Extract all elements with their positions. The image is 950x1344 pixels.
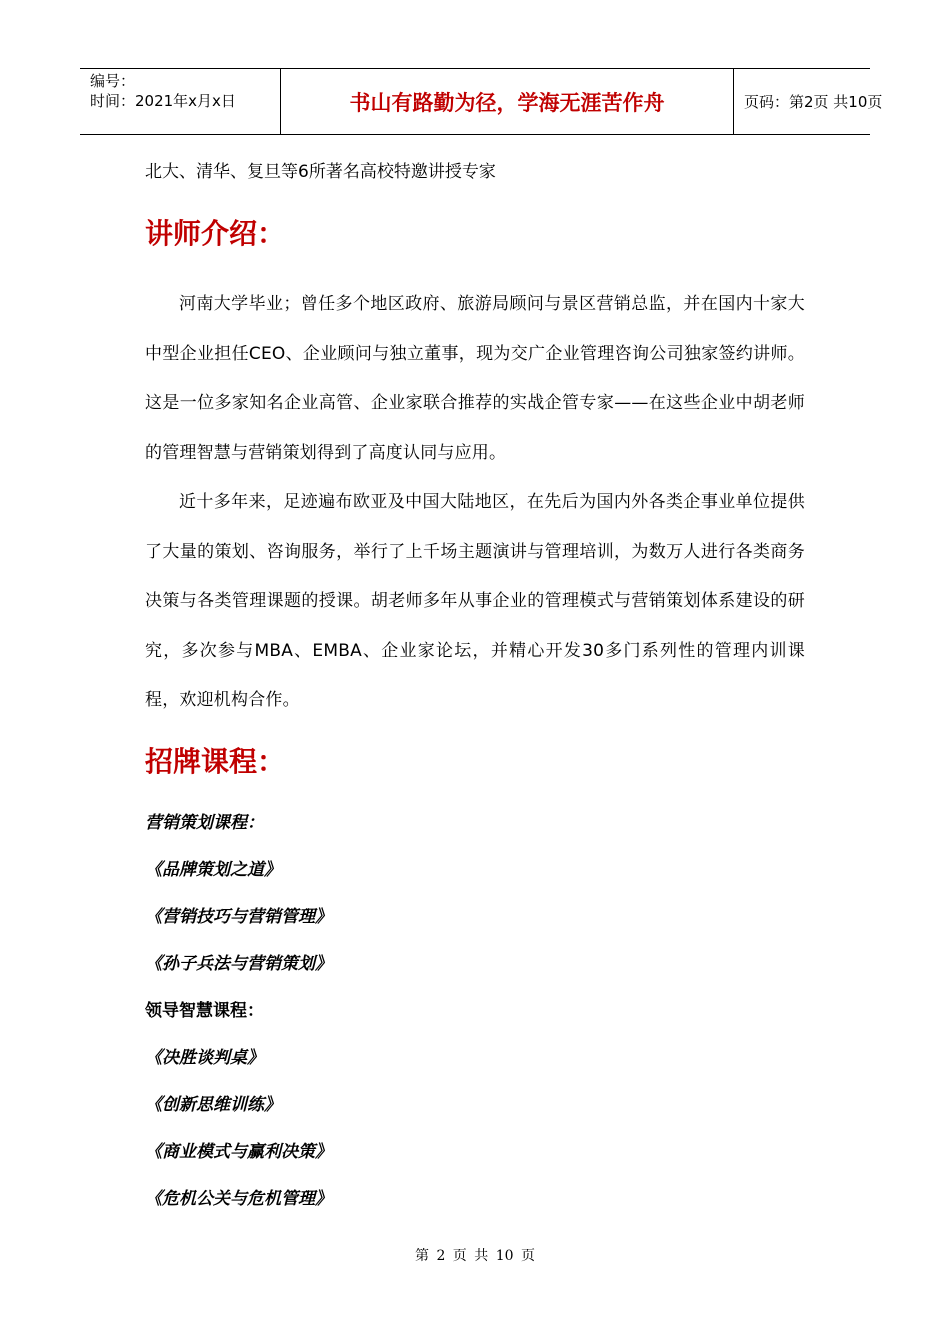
course-item: 《品牌策划之道》 bbox=[145, 859, 281, 880]
course-item: 《危机公关与危机管理》 bbox=[145, 1188, 332, 1209]
marketing-course-group bbox=[145, 800, 805, 988]
courses-section-title: 招牌课程： bbox=[145, 744, 286, 778]
lecturer-section-title: 讲师介绍： bbox=[145, 217, 286, 250]
lecturer-paragraph: 近十多年来，足迹遍布欧亚及中国大陆地区，在先后为国内外各类企事业单位提供了大量的策划、咨询服务，举行了上千场主题演讲与管理培训，为数万人进行各类商务决策与各类管理课题的授课。胡老师多年从事企业的管理模式与营销策划体系建设的研究，多次参与MBA、EMBA、企业家论坛，并精心开发30多门系列性的管理内训课程，欢迎机构合作。 bbox=[145, 492, 805, 710]
header-date-label: 时间：2021年x月x日 bbox=[90, 92, 236, 110]
course-item: 《营销技巧与营销管理》 bbox=[145, 906, 332, 927]
course-item: 《创新思维训练》 bbox=[145, 1094, 281, 1115]
course-category-leadership: 领导智慧课程： bbox=[145, 1000, 264, 1021]
page-content bbox=[145, 152, 805, 1223]
course-item: 《决胜谈判桌》 bbox=[145, 1047, 264, 1068]
header-page-label: 页码：第2页 共10页 bbox=[744, 93, 883, 111]
header-meta bbox=[80, 69, 281, 134]
header-number-label: 编号： bbox=[90, 72, 136, 90]
lecturer-paragraph: 河南大学毕业；曾任多个地区政府、旅游局顾问与景区营销总监，并在国内十家大中型企业担任CEO、企业顾问与独立董事，现为交广企业管理咨询公司独家签约讲师。这是一位多家知名企业高管、企业家联合推荐的实战企管专家——在这些企业中胡老师的管理智慧与营销策划得到了高度认同与应用。 bbox=[145, 294, 805, 463]
leadership-course-group bbox=[145, 988, 805, 1223]
course-item: 《商业模式与赢利决策》 bbox=[145, 1141, 332, 1162]
intro-line: 北大、清华、复旦等6所著名高校特邀讲授专家 bbox=[145, 162, 496, 182]
page-footer: 第 2 页 共 10 页 bbox=[415, 1248, 535, 1264]
header-motto: 书山有路勤为径，学海无涯苦作舟 bbox=[281, 69, 734, 134]
course-item: 《孙子兵法与营销策划》 bbox=[145, 953, 332, 974]
page-header bbox=[80, 68, 883, 135]
course-category-marketing: 营销策划课程： bbox=[145, 812, 264, 833]
